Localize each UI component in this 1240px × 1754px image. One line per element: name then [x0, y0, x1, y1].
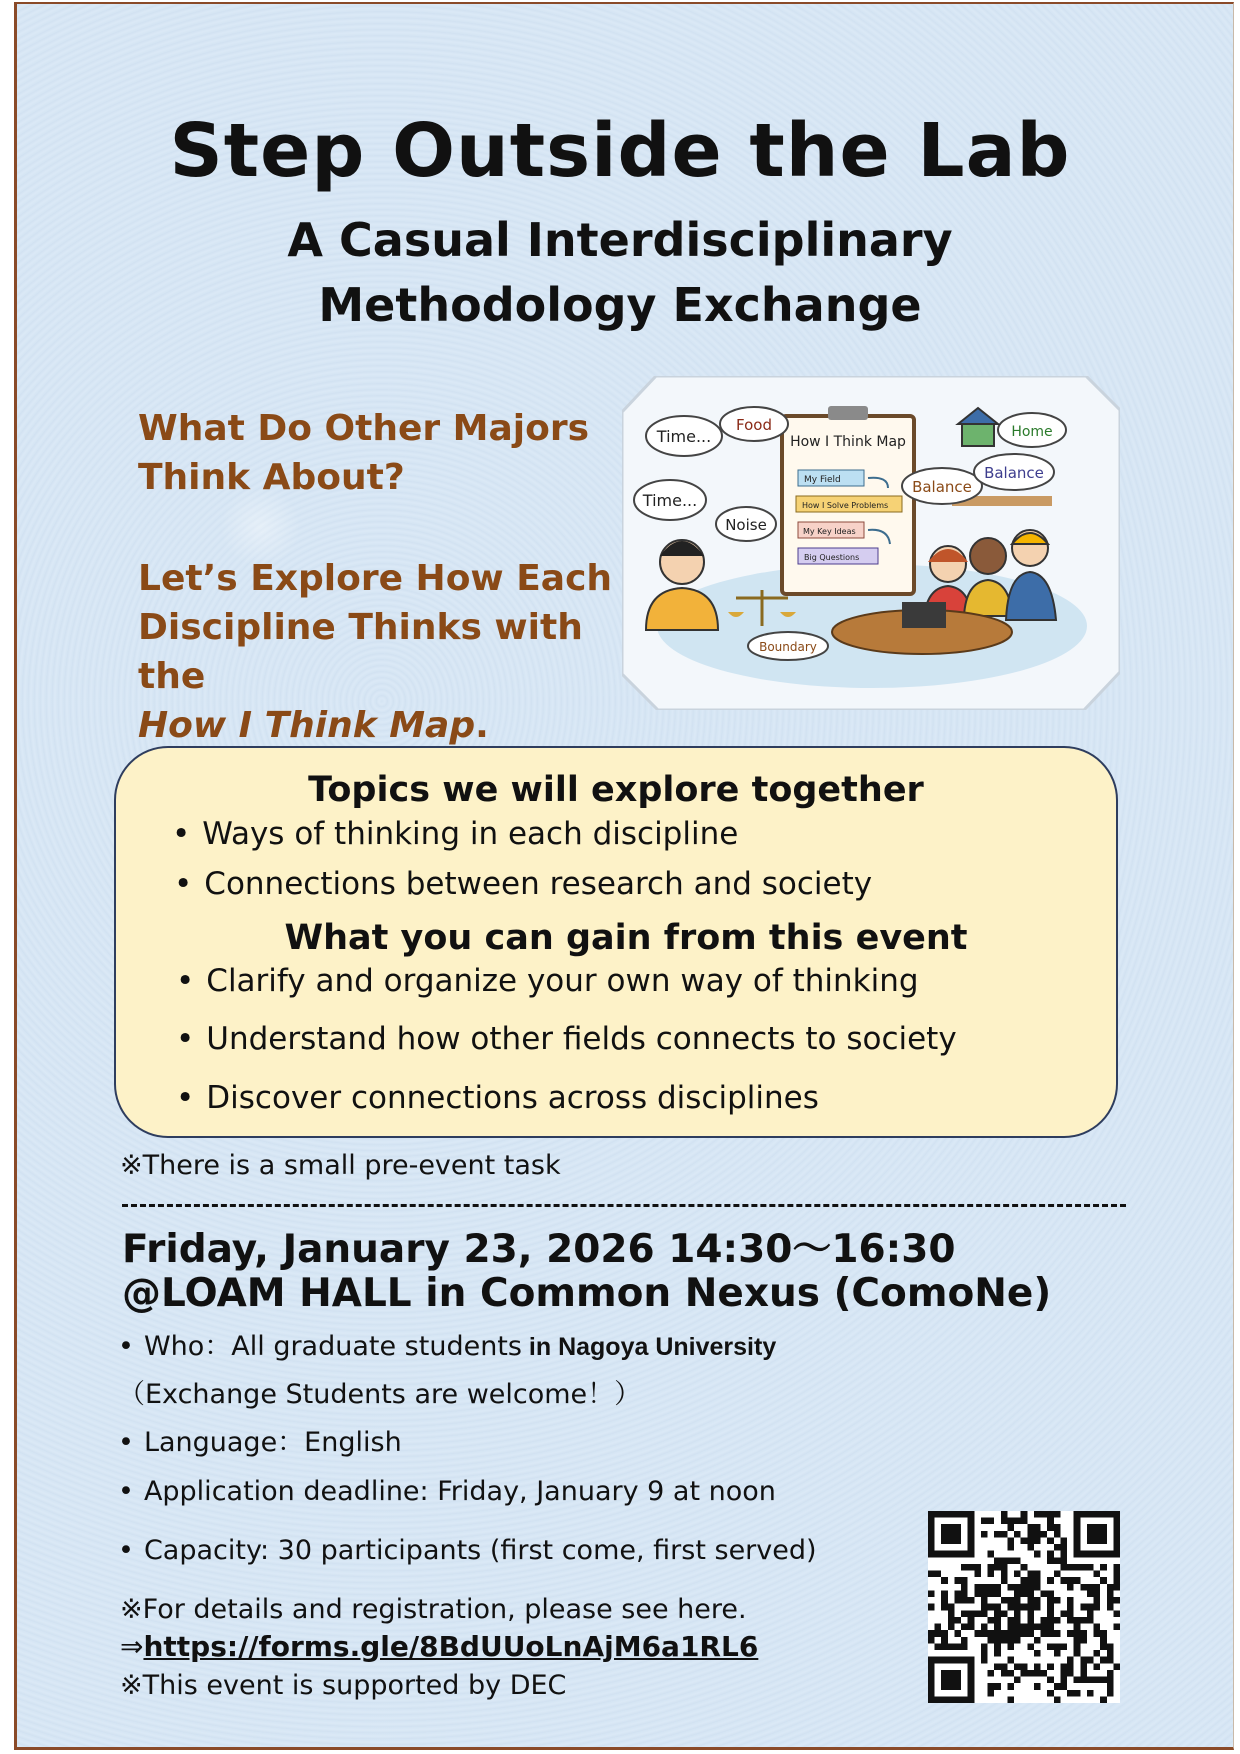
bubble-balance-2: Balance	[984, 464, 1044, 482]
gain-item: • Discover connections across disciplines	[176, 1080, 819, 1116]
link-arrow: ⇒	[120, 1630, 144, 1663]
qr-code[interactable]	[928, 1511, 1120, 1703]
board-item-ideas: My Key Ideas	[803, 527, 856, 536]
bubble-boundary: Boundary	[759, 640, 817, 654]
question-text	[138, 404, 638, 502]
map-name: How I Think Map	[138, 705, 476, 746]
deadline-info: • Application deadline: Friday, January 9 at noon	[118, 1476, 776, 1507]
gain-item: • Clarify and organize your own way of thinking	[176, 963, 919, 999]
pre-task-note: ※There is a small pre-event task	[120, 1150, 561, 1181]
divider	[122, 1204, 1126, 1207]
poster-subtitle-line1: A Casual Interdisciplinary	[287, 213, 953, 267]
topics-heading: Topics we will explore together	[308, 770, 924, 810]
topics-box	[114, 746, 1118, 1138]
gain-item: • Understand how other fields connects to society	[176, 1021, 957, 1057]
exchange-note: （Exchange Students are welcome！）	[118, 1379, 642, 1410]
board-title: How I Think Map	[790, 434, 906, 450]
illustration	[622, 376, 1120, 710]
registration-link-row	[120, 1630, 758, 1663]
topic-item: • Connections between research and society	[174, 866, 872, 902]
board-item-field: My Field	[804, 475, 841, 485]
event-date: Friday, January 23, 2026 14:30〜16:30	[122, 1227, 956, 1272]
explore-line1: Let’s Explore How Each	[138, 558, 613, 599]
question-line1: What Do Other Majors	[138, 408, 590, 449]
who-university: in Nagoya University	[521, 1333, 777, 1361]
who-label: Who：All graduate students	[143, 1331, 522, 1362]
bubble-time-2: Time...	[642, 491, 698, 510]
explore-text	[138, 554, 658, 750]
event-venue: @LOAM HALL in Common Nexus (ComoNe)	[122, 1271, 1052, 1316]
poster-subtitle-line2: Methodology Exchange	[318, 278, 922, 332]
bubble-noise: Noise	[725, 516, 767, 534]
registration-link[interactable]: https://forms.gle/8BdUUoLnAjM6a1RL6	[143, 1630, 759, 1663]
topic-item: • Ways of thinking in each discipline	[172, 816, 738, 852]
board	[782, 406, 914, 594]
support-note: ※This event is supported by DEC	[120, 1670, 567, 1701]
capacity-info: • Capacity: 30 participants (first come, first served)	[118, 1535, 817, 1566]
bubble-balance-1: Balance	[912, 478, 972, 496]
language-info: • Language：English	[118, 1420, 402, 1459]
board-item-solve: How I Solve Problems	[802, 501, 889, 510]
board-item-questions: Big Questions	[804, 553, 860, 562]
details-note: ※For details and registration, please see here.	[120, 1594, 747, 1625]
bubble-home: Home	[1011, 424, 1053, 440]
explore-period: .	[475, 705, 489, 746]
bubble-time-1: Time...	[656, 427, 712, 446]
question-line2: Think About?	[138, 457, 405, 498]
explore-line3	[138, 701, 658, 750]
poster-title: Step Outside the Lab	[169, 108, 1071, 194]
explore-line2: Discipline Thinks with the	[138, 607, 583, 697]
who-info	[118, 1324, 776, 1363]
gains-heading: What you can gain from this event	[284, 918, 968, 958]
bubble-food: Food	[736, 416, 772, 434]
